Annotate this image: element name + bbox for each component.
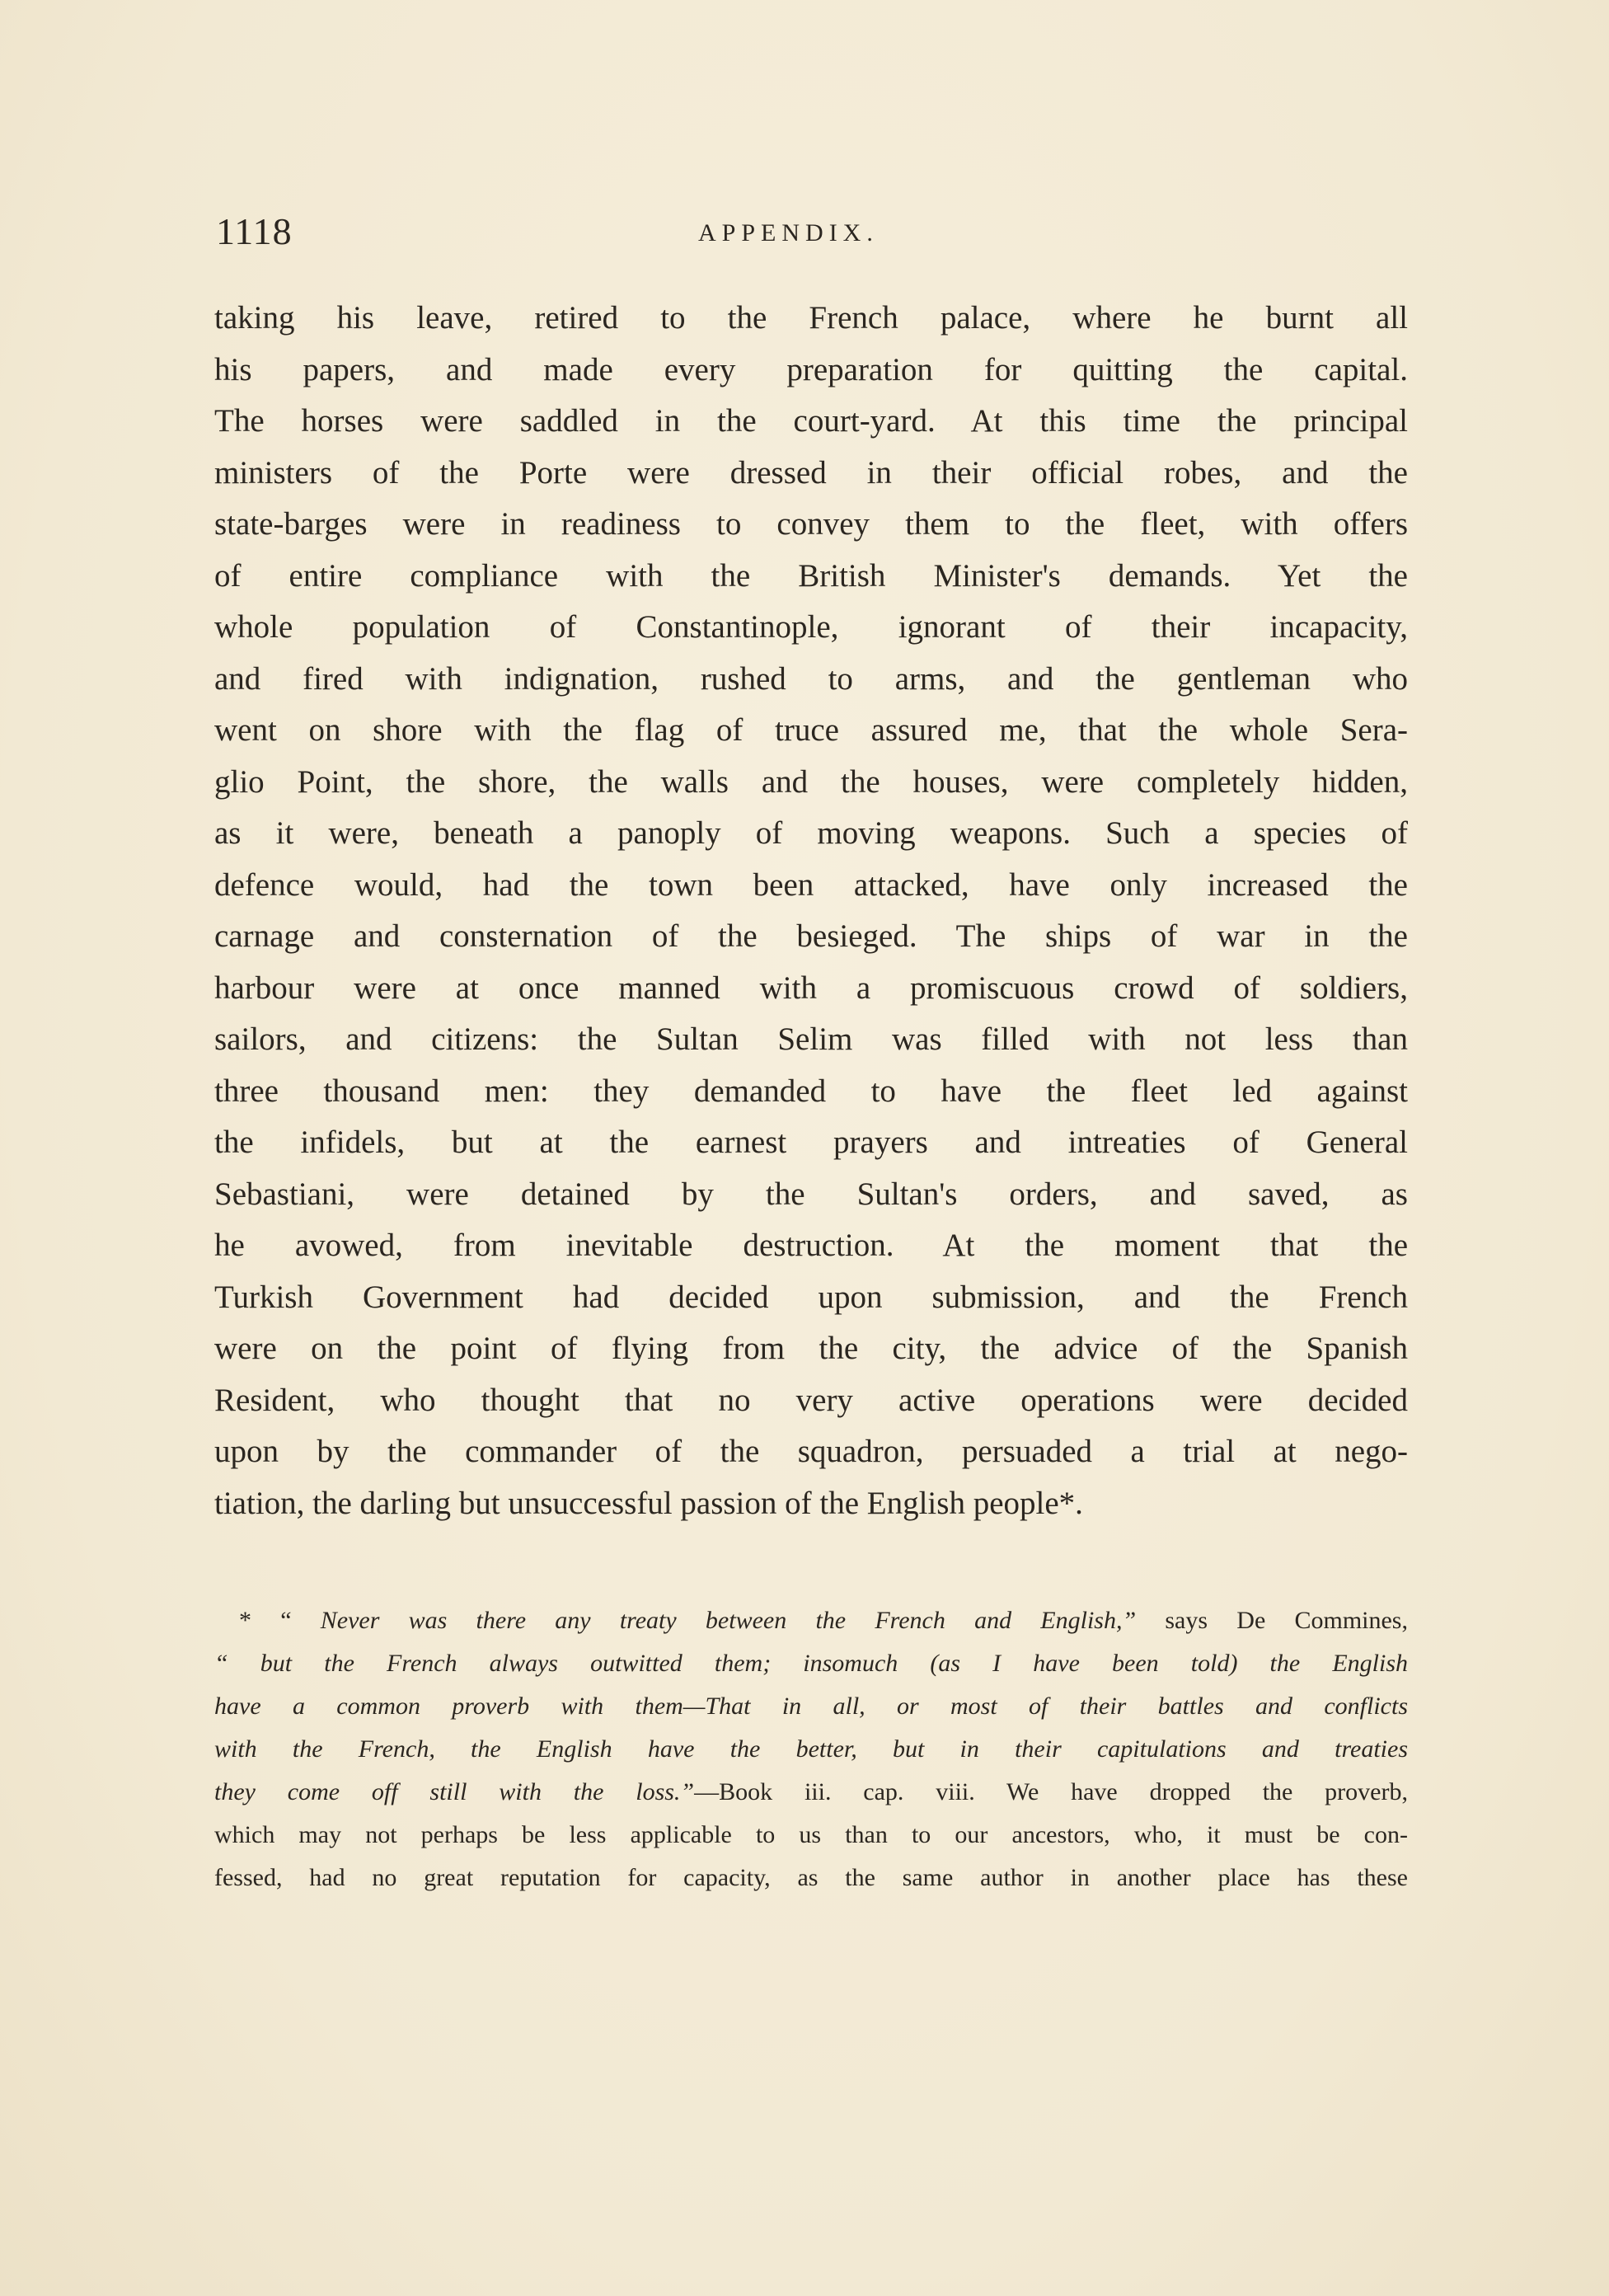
running-head: APPENDIX.: [698, 219, 879, 247]
page-number: 1118: [216, 210, 293, 252]
text-line: his papers, and made every preparation for quitting the capital.: [214, 351, 1408, 387]
text-line: whole population of Constantinople, ignorant of their incapacity,: [214, 609, 1408, 645]
footnote-line: with the French, the English have the better, but in their capitulations and treaties: [214, 1735, 1408, 1763]
text-line: were on the point of flying from the city, the advice of the Spanish: [214, 1331, 1408, 1366]
footnote-line: “ but the French always outwitted them; insomuch (as I have been told) the English: [214, 1650, 1408, 1677]
body-text: [214, 293, 1408, 1529]
text-line: defence would, had the town been attacked, have only increased the: [214, 866, 1408, 903]
footnote-text: —Book iii. cap. viii. We have dropped the proverb,: [694, 1778, 1408, 1805]
text-line: upon by the commander of the squadron, persuaded a trial at nego-: [214, 1434, 1408, 1469]
text-line: and fired with indignation, rushed to arms, and the gentleman who: [214, 660, 1408, 697]
text-line: taking his leave, retired to the French palace, where he burnt all: [214, 300, 1408, 336]
footnote-line: fessed, had no great reputation for capacity, as the same author in another place has these: [214, 1864, 1408, 1891]
footnote-marker: * “: [239, 1607, 292, 1634]
text-line: as it were, beneath a panoply of moving weapons. Such a species of: [214, 815, 1408, 851]
footnote-line: which may not perhaps be less applicable to us than to our ancestors, who, it must be con-: [214, 1821, 1408, 1848]
text-line: of entire compliance with the British Minister's demands. Yet the: [214, 557, 1408, 594]
footnote-quote: they come off still with the loss.”: [214, 1778, 695, 1805]
text-line: The horses were saddled in the court-yard. At this time the principal: [214, 403, 1408, 439]
footnote-line: [214, 1599, 1408, 1642]
text-line: tiation, the darling but unsuccessful passion of the English people*.: [214, 1485, 1083, 1521]
text-line: went on shore with the flag of truce assured me, that the whole Sera-: [214, 712, 1408, 748]
text-line: glio Point, the shore, the walls and the houses, were completely hidden,: [214, 763, 1408, 800]
text-line: Resident, who thought that no very active operations were decided: [214, 1382, 1408, 1418]
text-line: state-barges were in readiness to convey them to the fleet, with offers: [214, 506, 1408, 542]
page-header: [216, 209, 1403, 259]
text-line: Sebastiani, were detained by the Sultan's orders, and saved, as: [214, 1176, 1408, 1212]
text-line: the infidels, but at the earnest prayers and intreaties of General: [214, 1125, 1408, 1160]
footnote: [214, 1599, 1408, 1899]
text-line: carnage and consternation of the besieged. The ships of war in the: [214, 918, 1408, 954]
footnote-quote: Never was there any treaty between the French and English,”: [320, 1607, 1137, 1634]
text-line: he avowed, from inevitable destruction. At the moment that the: [214, 1228, 1408, 1263]
footnote-text: says De Commines,: [1136, 1607, 1408, 1634]
text-line: Turkish Government had decided upon submission, and the French: [214, 1279, 1408, 1315]
footnote-line: have a common proverb with them—That in all, or most of their battles and conflicts: [214, 1693, 1408, 1720]
text-line: three thousand men: they demanded to have the fleet led against: [214, 1073, 1408, 1109]
text-line: ministers of the Porte were dressed in their official robes, and the: [214, 454, 1408, 491]
footnote-line: [214, 1771, 1408, 1814]
text-line: harbour were at once manned with a promiscuous crowd of soldiers,: [214, 970, 1408, 1006]
text-line: sailors, and citizens: the Sultan Selim was filled with not less than: [214, 1021, 1408, 1057]
